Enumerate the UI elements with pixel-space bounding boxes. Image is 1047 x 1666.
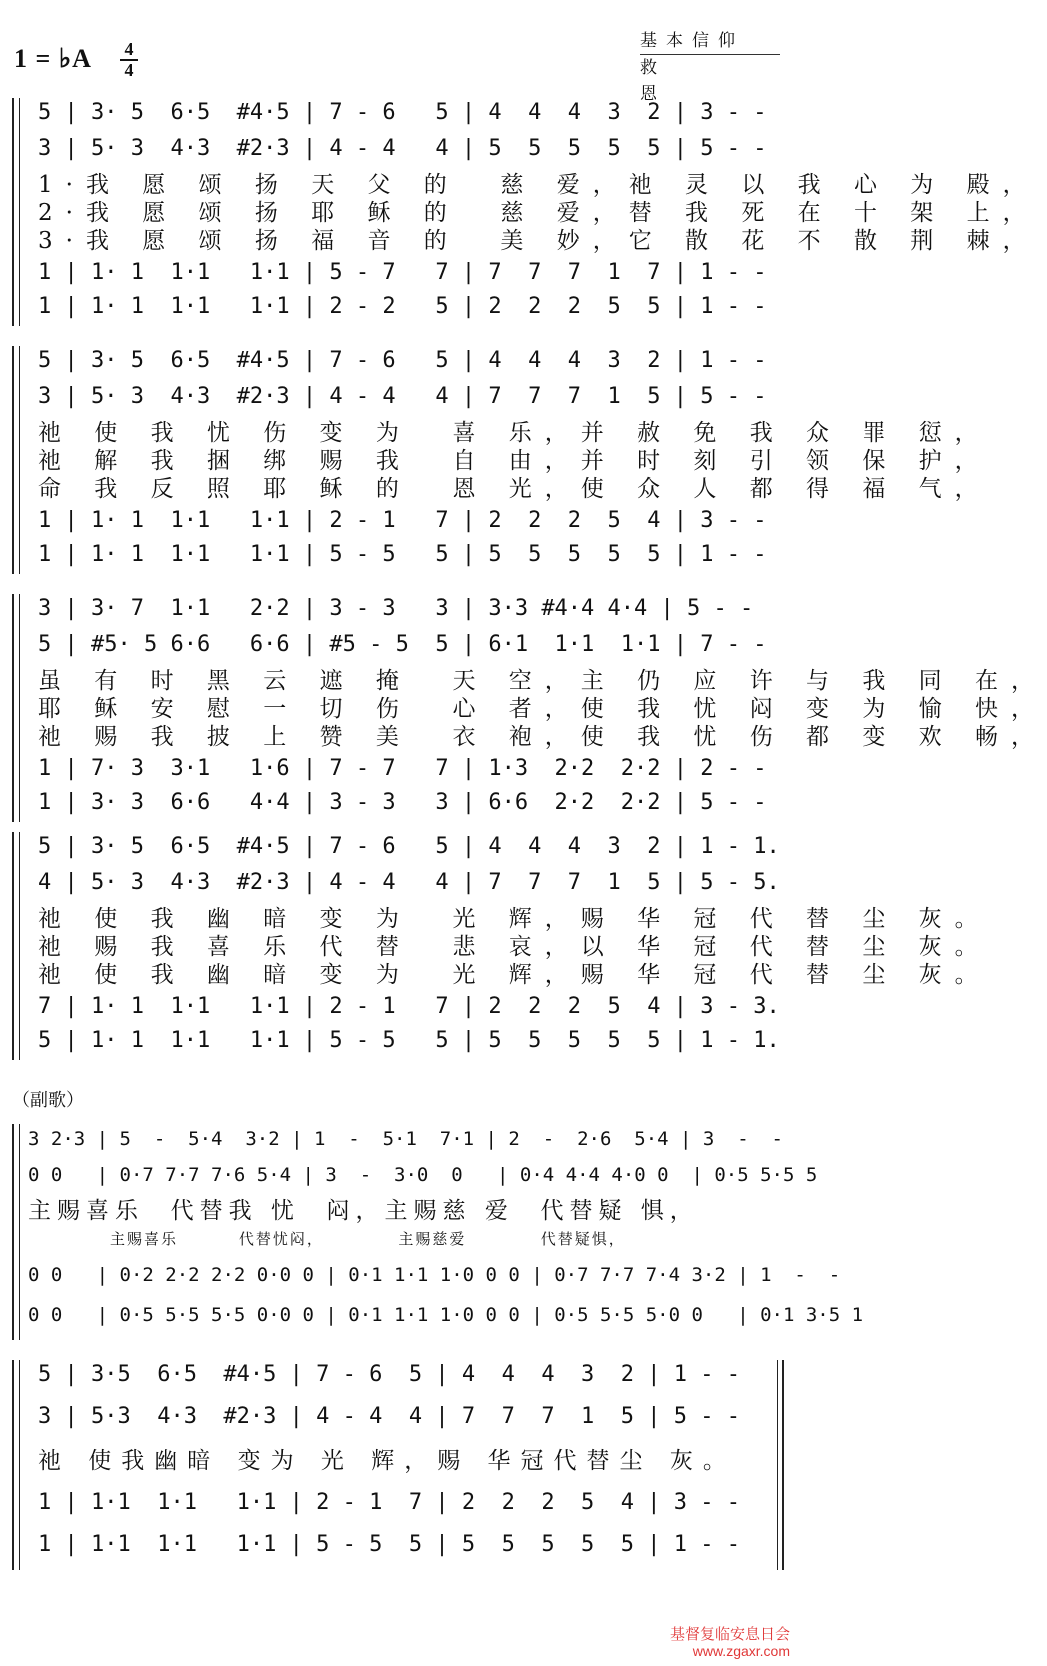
chorus-bass-line: 0 0 | 0·5 5·5 5·5 0·0 0 | 0·1 1·1 1·0 0 0 | 0·5 5·5 5·0 0 | 0·1 3·5 1 — [28, 1304, 864, 1326]
final-thin-bar — [777, 1360, 778, 1570]
lyrics-verse-3: 祂 使 我 幽 暗 变 为 光 辉，赐 华 冠 代 替 尘 灰。 — [38, 962, 991, 988]
bass-line: 1 | 1·1 1·1 1·1 | 5 - 5 5 | 5 5 5 5 5 | 1 - - — [38, 1532, 740, 1557]
site-watermark — [670, 1626, 790, 1660]
chorus-alto-line: 0 0 | 0·7 7·7 7·6 5·4 | 3 - 3·0 0 | 0·4 4·4 4·0 0 | 0·5 5·5 5 — [28, 1164, 818, 1186]
lyrics-verse-1: 虽 有 时 黑 云 遮 掩 天 空，主 仍 应 许 与 我 同 在， — [38, 668, 1047, 694]
soprano-line: 5 | 3· 5 6·5 #4·5 | 7 - 6 5 | 4 4 4 3 2 | 1 - - — [38, 348, 767, 373]
system-bracket — [10, 1124, 24, 1340]
score-system-3 — [10, 594, 1047, 822]
hymn-subtitle: 救 恩 — [640, 58, 717, 104]
key-signature: 1 = ♭A — [14, 44, 92, 73]
watermark-url: www.zgaxr.com — [692, 1643, 790, 1659]
tenor-line: 1 | 1·1 1·1 1·1 | 2 - 1 7 | 2 2 2 5 4 | 3 - - — [38, 1490, 740, 1515]
bass-line: 1 | 1· 1 1·1 1·1 | 2 - 2 5 | 2 2 2 5 5 | 1 - - — [38, 294, 767, 319]
lyrics-verse-2: 祂 解 我 捆 绑 赐 我 自 由，并 时 刻 引 领 保 护， — [38, 448, 991, 474]
alto-line: 3 | 5· 3 4·3 #2·3 | 4 - 4 4 | 7 7 7 1 5 | 5 - - — [38, 384, 767, 409]
alto-line: 4 | 5· 3 4·3 #2·3 | 4 - 4 4 | 7 7 7 1 5 | 5 - 5. — [38, 870, 780, 895]
alto-line: 3 | 5· 3 4·3 #2·3 | 4 - 4 4 | 5 5 5 5 5 | 5 - - — [38, 136, 767, 161]
bass-line: 5 | 1· 1 1·1 1·1 | 5 - 5 5 | 5 5 5 5 5 | 1 - 1. — [38, 1028, 780, 1053]
tenor-line: 7 | 1· 1 1·1 1·1 | 2 - 1 7 | 2 2 2 5 4 | 3 - 3. — [38, 994, 780, 1019]
bass-line: 1 | 1· 1 1·1 1·1 | 5 - 5 5 | 5 5 5 5 5 | 1 - - — [38, 542, 767, 567]
system-bracket — [10, 346, 24, 574]
time-top: 4 — [124, 39, 134, 59]
alto-line: 5 | #5· 5 6·6 6·6 | #5 - 5 5 | 6·1 1·1 1·1 | 7 - - — [38, 632, 767, 657]
system-bracket — [10, 832, 24, 1060]
tenor-line: 1 | 1· 1 1·1 1·1 | 2 - 1 7 | 2 2 2 5 4 | 3 - - — [38, 508, 767, 533]
lyrics-verse-2: 耶 稣 安 慰 一 切 伤 心 者，使 我 忧 闷 变 为 愉 快， — [38, 696, 1047, 722]
lyrics-verse-3: 命 我 反 照 耶 稣 的 恩 光，使 众 人 都 得 福 气， — [38, 476, 991, 502]
system-bracket — [10, 1360, 24, 1570]
time-bottom: 4 — [124, 60, 134, 80]
time-signature — [118, 40, 140, 79]
alto-line: 3 | 5·3 4·3 #2·3 | 4 - 4 4 | 7 7 7 1 5 | 5 - - — [38, 1404, 740, 1429]
score-system-2 — [10, 346, 991, 574]
lyrics-verse-2: 祂 赐 我 喜 乐 代 替 悲 哀，以 华 冠 代 替 尘 灰。 — [38, 934, 991, 960]
lyrics-verse-2: 2·我 愿 颂 扬 耶 稣 的 慈 爱，替 我 死 在 十 架 上， — [38, 200, 1039, 226]
soprano-line: 5 | 3·5 6·5 #4·5 | 7 - 6 5 | 4 4 4 3 2 | 1 - - — [38, 1362, 740, 1387]
chorus-tenor-line: 0 0 | 0·2 2·2 2·2 0·0 0 | 0·1 1·1 1·0 0 0 | 0·7 7·7 7·4 3·2 | 1 - - — [28, 1264, 841, 1286]
lyrics-verse-1: 祂 使 我 忧 伤 变 为 喜 乐，并 赦 免 我 众 罪 愆， — [38, 420, 991, 446]
tenor-line: 1 | 1· 1 1·1 1·1 | 5 - 7 7 | 7 7 7 1 7 | 1 - - — [38, 260, 767, 285]
chorus-system — [10, 1124, 864, 1340]
bass-line: 1 | 3· 3 6·6 4·4 | 3 - 3 3 | 6·6 2·2 2·2 | 5 - - — [38, 790, 767, 815]
system-bracket — [10, 98, 24, 326]
hymn-meta — [640, 28, 780, 107]
lyrics-verse-3: 祂 赐 我 披 上 赞 美 衣 袍，使 我 忧 伤 都 变 欢 畅， — [38, 724, 1047, 750]
final-double-bar — [782, 1360, 784, 1570]
soprano-line: 5 | 3· 5 6·5 #4·5 | 7 - 6 5 | 4 4 4 3 2 | 1 - 1. — [38, 834, 780, 859]
score-system-1 — [10, 98, 1039, 326]
soprano-line: 5 | 3· 5 6·5 #4·5 | 7 - 6 5 | 4 4 4 3 2 | 3 - - — [38, 100, 767, 125]
lyrics-verse-1: 1·我 愿 颂 扬 天 父 的 慈 爱，祂 灵 以 我 心 为 殿， — [38, 172, 1039, 198]
final-lyrics: 祂 使我幽暗 变为 光 辉，赐 华冠代替尘 灰。 — [38, 1448, 736, 1474]
final-system — [10, 1360, 792, 1570]
watermark-org: 基督复临安息日会 — [669, 1625, 790, 1643]
chorus-lyrics-echo: 主赐喜乐 代替忧闷， 主赐慈爱 代替疑惧， — [110, 1230, 626, 1248]
tenor-line: 1 | 7· 3 3·1 1·6 | 7 - 7 7 | 1·3 2·2 2·2 | 2 - - — [38, 756, 767, 781]
lyrics-verse-1: 祂 使 我 幽 暗 变 为 光 辉，赐 华 冠 代 替 尘 灰。 — [38, 906, 991, 932]
chorus-lyrics: 主赐喜乐 代替我 忧 闷，主赐慈 爱 代替疑 惧， — [28, 1198, 699, 1224]
chorus-soprano-line: 3 2·3 | 5 - 5·4 3·2 | 1 - 5·1 7·1 | 2 - 2·6 5·4 | 3 - - — [28, 1128, 783, 1150]
lyrics-verse-3: 3·我 愿 颂 扬 福 音 的 美 妙，它 散 花 不 散 荆 棘， — [38, 228, 1039, 254]
soprano-line: 3 | 3· 7 1·1 2·2 | 3 - 3 3 | 3·3 #4·4 4·4 | 5 - - — [38, 596, 754, 621]
score-system-4 — [10, 832, 991, 1060]
hymn-category: 基本信仰 — [640, 28, 780, 55]
chorus-label: （副歌） — [12, 1090, 84, 1111]
system-bracket — [10, 594, 24, 822]
